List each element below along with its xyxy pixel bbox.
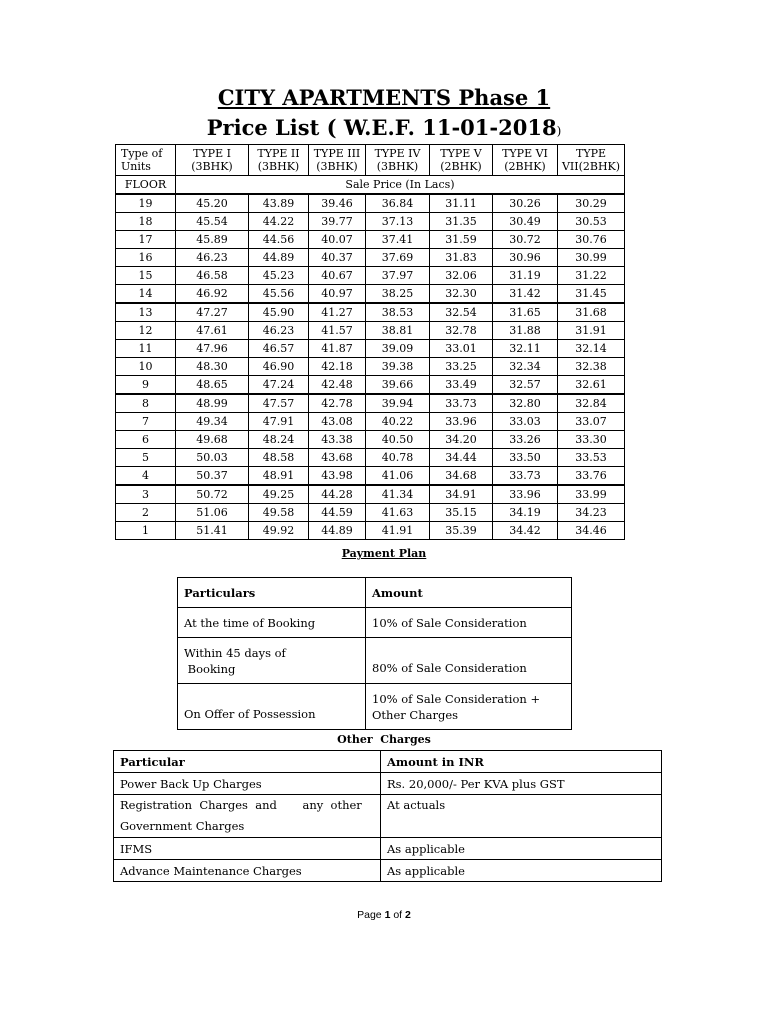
price-cell: 31.19: [493, 267, 558, 285]
table-row: [116, 285, 625, 304]
floor-number: 3: [116, 485, 176, 504]
price-cell: 31.91: [558, 322, 625, 340]
price-cell: 37.97: [366, 267, 430, 285]
price-cell: 33.73: [493, 467, 558, 486]
price-cell: 32.38: [558, 358, 625, 376]
price-list-heading: Price List ( W.E.F. 11-01-2018): [206, 115, 562, 140]
price-cell: 34.44: [430, 449, 493, 467]
price-cell: 33.03: [493, 413, 558, 431]
payment-amount: 80% of Sale Consideration: [366, 638, 572, 684]
price-cell: 38.53: [366, 303, 430, 322]
price-cell: 33.53: [558, 449, 625, 467]
price-cell: 49.68: [176, 431, 249, 449]
table-row: [116, 249, 625, 267]
price-cell: 49.58: [249, 504, 309, 522]
price-cell: 34.42: [493, 522, 558, 540]
floor-number: 18: [116, 213, 176, 231]
table-row: [116, 467, 625, 486]
payment-plan-table: [177, 577, 572, 730]
price-cell: 39.77: [309, 213, 366, 231]
price-cell: 32.30: [430, 285, 493, 304]
price-cell: 46.92: [176, 285, 249, 304]
price-cell: 47.61: [176, 322, 249, 340]
price-cell: 42.18: [309, 358, 366, 376]
price-cell: 30.29: [558, 194, 625, 213]
price-cell: 43.38: [309, 431, 366, 449]
price-cell: 41.91: [366, 522, 430, 540]
price-cell: 47.57: [249, 394, 309, 413]
price-cell: 40.50: [366, 431, 430, 449]
price-cell: 48.24: [249, 431, 309, 449]
price-cell: 31.88: [493, 322, 558, 340]
price-cell: 50.37: [176, 467, 249, 486]
price-cell: 31.22: [558, 267, 625, 285]
price-cell: 38.25: [366, 285, 430, 304]
table-row: [116, 485, 625, 504]
price-cell: 32.34: [493, 358, 558, 376]
price-cell: 38.81: [366, 322, 430, 340]
price-cell: 33.30: [558, 431, 625, 449]
table-row: [116, 358, 625, 376]
price-cell: 48.91: [249, 467, 309, 486]
price-cell: 51.41: [176, 522, 249, 540]
price-cell: 39.94: [366, 394, 430, 413]
floor-number: 14: [116, 285, 176, 304]
price-cell: 41.27: [309, 303, 366, 322]
price-header-cell: TYPE II (3BHK): [249, 145, 309, 176]
price-cell: 30.53: [558, 213, 625, 231]
price-cell: 41.06: [366, 467, 430, 486]
floor-number: 12: [116, 322, 176, 340]
price-cell: 44.28: [309, 485, 366, 504]
price-header-cell: TYPE V (2BHK): [430, 145, 493, 176]
page-footer: Page 1 of 2: [357, 909, 411, 921]
payment-particular: On Offer of Possession: [178, 684, 366, 730]
price-cell: 33.73: [430, 394, 493, 413]
price-cell: 31.83: [430, 249, 493, 267]
price-cell: 45.89: [176, 231, 249, 249]
price-cell: 33.49: [430, 376, 493, 395]
price-cell: 34.91: [430, 485, 493, 504]
table-row: [116, 394, 625, 413]
charge-amount: As applicable: [381, 860, 662, 882]
table-row: [116, 231, 625, 249]
price-cell: 32.14: [558, 340, 625, 358]
price-cell: 33.07: [558, 413, 625, 431]
charge-particular: Power Back Up Charges: [114, 773, 381, 795]
charge-amount: Rs. 20,000/- Per KVA plus GST: [381, 773, 662, 795]
price-cell: 33.26: [493, 431, 558, 449]
charge-particular: IFMS: [114, 838, 381, 860]
price-cell: 35.15: [430, 504, 493, 522]
price-header-cell: Type of Units: [116, 145, 176, 176]
price-cell: 32.54: [430, 303, 493, 322]
charges-header-amount: Amount in INR: [381, 751, 662, 773]
charge-particular: Registration Charges and any other Government Charges: [114, 795, 381, 838]
price-cell: 39.38: [366, 358, 430, 376]
price-cell: 44.22: [249, 213, 309, 231]
price-cell: 40.07: [309, 231, 366, 249]
price-cell: 34.68: [430, 467, 493, 486]
price-cell: 40.97: [309, 285, 366, 304]
price-cell: 30.72: [493, 231, 558, 249]
price-cell: 43.89: [249, 194, 309, 213]
floor-number: 11: [116, 340, 176, 358]
price-cell: 32.61: [558, 376, 625, 395]
charge-particular: Advance Maintenance Charges: [114, 860, 381, 882]
price-cell: 40.37: [309, 249, 366, 267]
price-cell: 31.42: [493, 285, 558, 304]
price-cell: 47.27: [176, 303, 249, 322]
price-header-cell: TYPE IV (3BHK): [366, 145, 430, 176]
price-cell: 33.25: [430, 358, 493, 376]
price-cell: 48.58: [249, 449, 309, 467]
price-cell: 31.45: [558, 285, 625, 304]
price-cell: 49.92: [249, 522, 309, 540]
price-cell: 42.78: [309, 394, 366, 413]
price-cell: 45.90: [249, 303, 309, 322]
price-cell: 30.26: [493, 194, 558, 213]
price-header-cell: TYPE VI (2BHK): [493, 145, 558, 176]
payment-plan-title: Payment Plan: [341, 547, 427, 560]
price-cell: 35.39: [430, 522, 493, 540]
price-cell: 46.23: [176, 249, 249, 267]
price-cell: 42.48: [309, 376, 366, 395]
floor-number: 1: [116, 522, 176, 540]
floor-number: 8: [116, 394, 176, 413]
price-cell: 33.76: [558, 467, 625, 486]
price-cell: 41.57: [309, 322, 366, 340]
price-cell: 32.06: [430, 267, 493, 285]
floor-number: 2: [116, 504, 176, 522]
floor-number: 13: [116, 303, 176, 322]
floor-number: 10: [116, 358, 176, 376]
price-cell: 47.24: [249, 376, 309, 395]
price-cell: 41.34: [366, 485, 430, 504]
table-row: [116, 504, 625, 522]
table-row: [116, 376, 625, 395]
table-row: [116, 431, 625, 449]
payment-header-particulars: Particulars: [178, 578, 366, 608]
price-cell: 33.96: [430, 413, 493, 431]
payment-amount: 10% of Sale Consideration + Other Charges: [366, 684, 572, 730]
price-cell: 50.03: [176, 449, 249, 467]
price-cell: 44.89: [249, 249, 309, 267]
document-title: CITY APARTMENTS Phase 1: [217, 85, 551, 110]
price-cell: 48.30: [176, 358, 249, 376]
payment-particular: Within 45 days of Booking: [178, 638, 366, 684]
table-row: [116, 340, 625, 358]
price-cell: 37.69: [366, 249, 430, 267]
charge-amount: At actuals: [381, 795, 662, 838]
price-cell: 33.96: [493, 485, 558, 504]
price-cell: 39.66: [366, 376, 430, 395]
floor-number: 19: [116, 194, 176, 213]
price-cell: 30.76: [558, 231, 625, 249]
price-cell: 45.23: [249, 267, 309, 285]
price-cell: 44.89: [309, 522, 366, 540]
price-table: [115, 144, 625, 540]
price-cell: 46.58: [176, 267, 249, 285]
price-cell: 46.23: [249, 322, 309, 340]
price-cell: 31.35: [430, 213, 493, 231]
price-cell: 51.06: [176, 504, 249, 522]
price-cell: 47.91: [249, 413, 309, 431]
floor-number: 7: [116, 413, 176, 431]
price-cell: 50.72: [176, 485, 249, 504]
price-cell: 34.20: [430, 431, 493, 449]
table-row: [116, 267, 625, 285]
floor-number: 17: [116, 231, 176, 249]
table-row: [116, 194, 625, 213]
price-cell: 37.41: [366, 231, 430, 249]
payment-particular: At the time of Booking: [178, 608, 366, 638]
price-cell: 39.09: [366, 340, 430, 358]
payment-amount: 10% of Sale Consideration: [366, 608, 572, 638]
price-cell: 32.78: [430, 322, 493, 340]
price-cell: 47.96: [176, 340, 249, 358]
floor-number: 5: [116, 449, 176, 467]
price-cell: 36.84: [366, 194, 430, 213]
other-charges-title: Other Charges: [337, 733, 431, 746]
price-cell: 41.63: [366, 504, 430, 522]
price-cell: 32.11: [493, 340, 558, 358]
price-cell: 45.56: [249, 285, 309, 304]
price-cell: 48.99: [176, 394, 249, 413]
price-header-cell: TYPE III (3BHK): [309, 145, 366, 176]
price-cell: 31.11: [430, 194, 493, 213]
table-row: [116, 322, 625, 340]
floor-number: 4: [116, 467, 176, 486]
price-cell: 31.68: [558, 303, 625, 322]
table-row: [116, 213, 625, 231]
price-cell: 49.25: [249, 485, 309, 504]
price-cell: 49.34: [176, 413, 249, 431]
price-cell: 34.19: [493, 504, 558, 522]
price-cell: 40.67: [309, 267, 366, 285]
price-cell: 44.59: [309, 504, 366, 522]
price-cell: 45.54: [176, 213, 249, 231]
charges-header-particular: Particular: [114, 751, 381, 773]
price-cell: 33.99: [558, 485, 625, 504]
table-row: [116, 413, 625, 431]
floor-number: 6: [116, 431, 176, 449]
other-charges-table: [113, 750, 662, 882]
price-cell: 39.46: [309, 194, 366, 213]
floor-label-row: [116, 176, 625, 195]
price-cell: 46.57: [249, 340, 309, 358]
floor-number: 15: [116, 267, 176, 285]
price-cell: 44.56: [249, 231, 309, 249]
table-row: [116, 449, 625, 467]
price-cell: 45.20: [176, 194, 249, 213]
price-cell: 33.50: [493, 449, 558, 467]
price-cell: 43.68: [309, 449, 366, 467]
price-cell: 33.01: [430, 340, 493, 358]
price-cell: 30.99: [558, 249, 625, 267]
price-header-cell: TYPE I (3BHK): [176, 145, 249, 176]
price-cell: 40.78: [366, 449, 430, 467]
payment-header-amount: Amount: [366, 578, 572, 608]
floor-number: 16: [116, 249, 176, 267]
price-cell: 32.84: [558, 394, 625, 413]
table-row: [116, 303, 625, 322]
floor-label: FLOOR: [116, 176, 176, 195]
price-cell: 46.90: [249, 358, 309, 376]
price-cell: 30.49: [493, 213, 558, 231]
floor-number: 9: [116, 376, 176, 395]
price-cell: 30.96: [493, 249, 558, 267]
price-cell: 31.59: [430, 231, 493, 249]
price-cell: 34.23: [558, 504, 625, 522]
price-header-row: [116, 145, 625, 176]
price-header-cell: TYPE VII(2BHK): [558, 145, 625, 176]
price-cell: 32.80: [493, 394, 558, 413]
charge-amount: As applicable: [381, 838, 662, 860]
price-cell: 40.22: [366, 413, 430, 431]
price-cell: 32.57: [493, 376, 558, 395]
price-cell: 34.46: [558, 522, 625, 540]
price-cell: 41.87: [309, 340, 366, 358]
table-row: [116, 522, 625, 540]
price-cell: 37.13: [366, 213, 430, 231]
sale-price-label: Sale Price (In Lacs): [176, 176, 625, 195]
price-cell: 43.08: [309, 413, 366, 431]
price-cell: 48.65: [176, 376, 249, 395]
price-cell: 43.98: [309, 467, 366, 486]
price-cell: 31.65: [493, 303, 558, 322]
